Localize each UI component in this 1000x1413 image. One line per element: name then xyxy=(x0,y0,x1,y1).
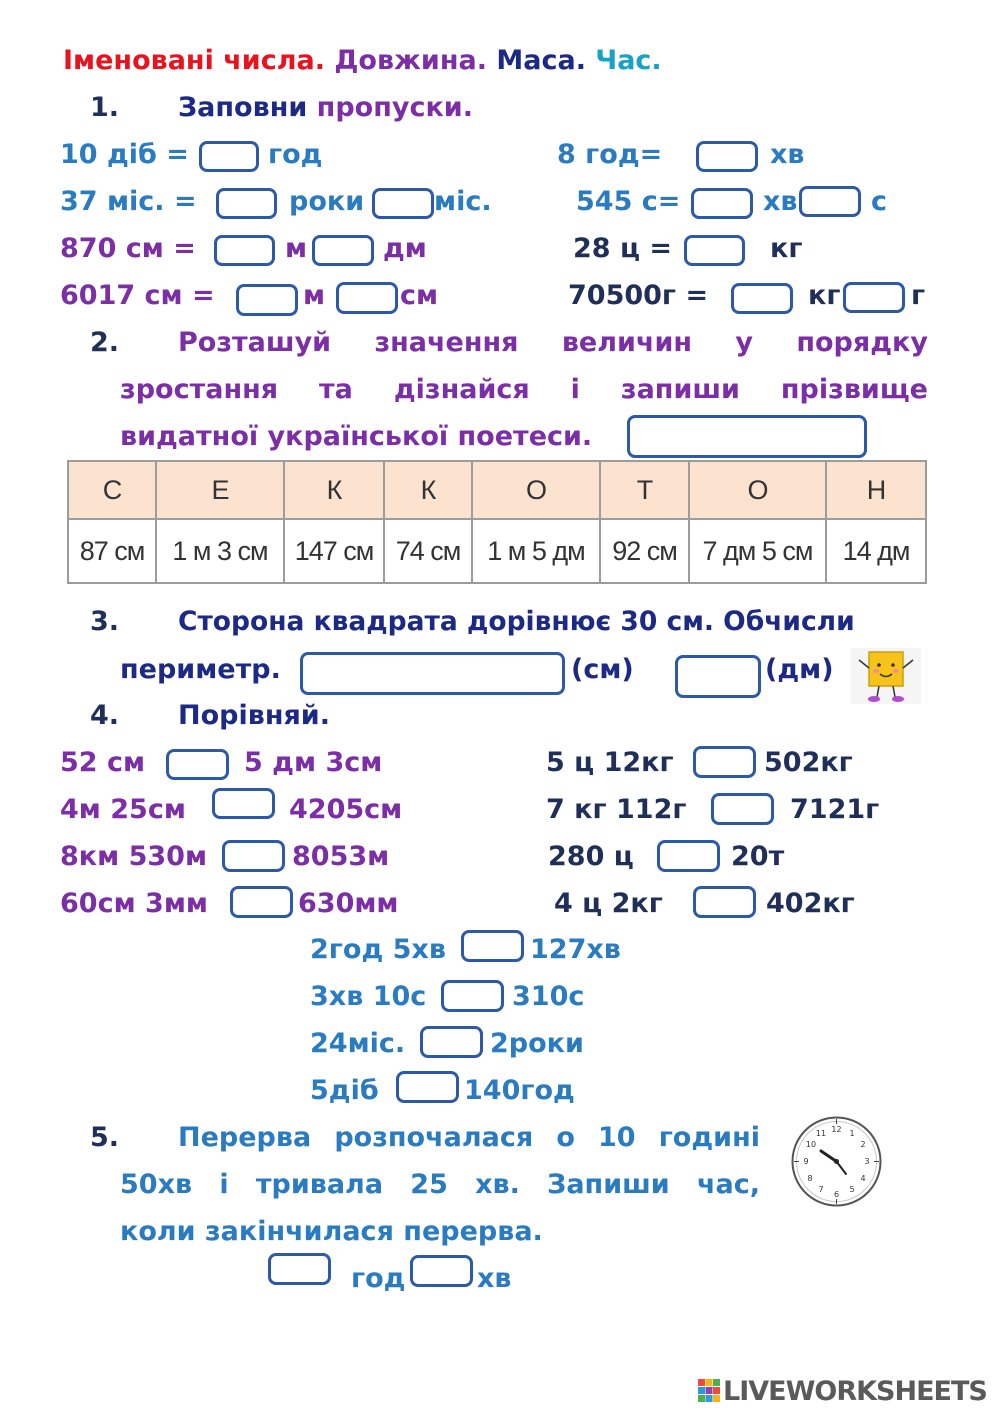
task1-l4-unit2: см xyxy=(400,280,439,311)
table-row-values xyxy=(68,519,926,583)
liveworksheets-brand xyxy=(698,1376,998,1408)
table-cell-value: 7 дм 5 см xyxy=(689,519,826,583)
task4-time-1-a: 3хв 10с xyxy=(310,981,427,1012)
answer-box[interactable] xyxy=(731,283,793,314)
task2-word: значення xyxy=(374,327,519,358)
task4-heading: Порівняй. xyxy=(178,700,330,731)
answer-box-perimeter-cm[interactable] xyxy=(300,652,565,695)
compare-box[interactable] xyxy=(230,886,293,918)
task5-number: 5. xyxy=(90,1122,120,1153)
compare-box[interactable] xyxy=(693,746,756,778)
task1-l3-unit2: дм xyxy=(383,233,427,264)
task4-right-3-a: 4 ц 2кг xyxy=(554,888,663,919)
task4-right-0-b: 502кг xyxy=(764,747,853,778)
task4-left-0-a: 52 см xyxy=(60,747,146,778)
svg-text:2: 2 xyxy=(860,1140,866,1149)
task1-number: 1. xyxy=(90,92,120,123)
task1-r2-label: 545 с= xyxy=(576,186,681,217)
table-cell-letter: О xyxy=(472,461,600,519)
table-cell-letter: Т xyxy=(600,461,689,519)
task4-left-3-b: 630мм xyxy=(298,888,399,919)
svg-text:5: 5 xyxy=(849,1185,855,1194)
task2-word: та xyxy=(319,374,353,405)
table-cell-letter: Е xyxy=(156,461,284,519)
compare-box[interactable] xyxy=(420,1026,483,1058)
compare-box[interactable] xyxy=(461,930,524,962)
task2-word: зростання xyxy=(120,374,279,405)
table-cell-value: 1 м 5 дм xyxy=(472,519,600,583)
task4-left-2-b: 8053м xyxy=(292,841,390,872)
task3-unit-dm: (дм) xyxy=(765,654,834,685)
square-character-picture xyxy=(851,648,921,704)
task1-r4-label: 70500г = xyxy=(568,280,709,311)
task4-left-1-b: 4205см xyxy=(289,794,403,825)
answer-box[interactable] xyxy=(216,188,277,219)
task3-line1: Сторона квадрата дорівнює 30 см. Обчисли xyxy=(178,606,855,637)
task1-r4-unit2: г xyxy=(911,280,926,311)
task5-word: і xyxy=(219,1169,229,1200)
answer-box[interactable] xyxy=(843,282,905,313)
answer-box[interactable] xyxy=(236,284,298,316)
compare-box[interactable] xyxy=(222,840,285,872)
table-cell-letter: К xyxy=(284,461,384,519)
svg-text:10: 10 xyxy=(805,1140,817,1149)
task4-right-3-b: 402кг xyxy=(766,888,855,919)
brand-text: LIVEWORKSHEETS xyxy=(723,1376,987,1407)
task1-r3-unit: кг xyxy=(770,233,803,264)
compare-box[interactable] xyxy=(212,788,275,819)
task5-word: час, xyxy=(696,1169,760,1200)
task1-l1-label: 10 діб = xyxy=(60,139,189,170)
clock-icon xyxy=(786,1111,887,1212)
task5-word: Перерва xyxy=(178,1122,312,1153)
task3-line2: периметр. xyxy=(120,654,281,685)
title-part-named-numbers: Іменовані числа. xyxy=(63,45,325,76)
answer-box[interactable] xyxy=(696,141,758,172)
task3-unit-cm: (см) xyxy=(571,654,634,685)
compare-box[interactable] xyxy=(396,1071,459,1103)
title-part-time: Час. xyxy=(595,45,662,76)
answer-box[interactable] xyxy=(372,188,434,219)
answer-box[interactable] xyxy=(214,235,275,266)
task2-line2 xyxy=(120,373,928,407)
task5-unit-minutes: хв xyxy=(477,1263,512,1294)
task4-time-2-a: 24міс. xyxy=(310,1028,406,1059)
answer-box[interactable] xyxy=(336,282,398,314)
answer-box[interactable] xyxy=(312,235,374,266)
task5-unit-hours: год xyxy=(351,1263,406,1294)
answer-box[interactable] xyxy=(799,186,861,217)
task1-r2-unit1: хв xyxy=(763,186,798,217)
svg-text:11: 11 xyxy=(815,1129,827,1138)
square-character-icon xyxy=(851,648,921,704)
compare-box[interactable] xyxy=(441,980,504,1012)
task4-time-0-a: 2год 5хв xyxy=(310,934,446,965)
answer-box[interactable] xyxy=(691,188,753,219)
title-part-mass: Маса. xyxy=(496,45,586,76)
task2-line3: видатної української поетеси. xyxy=(120,421,593,452)
table-cell-letter: К xyxy=(384,461,472,519)
task5-word: тривала xyxy=(255,1169,384,1200)
task4-left-2-a: 8км 530м xyxy=(60,841,208,872)
svg-text:9: 9 xyxy=(803,1157,809,1166)
table-cell-value: 147 см xyxy=(284,519,384,583)
clock-picture xyxy=(786,1111,887,1212)
task5-line3: коли закінчилася перерва. xyxy=(120,1216,543,1247)
page-title xyxy=(63,44,662,78)
task2-line1 xyxy=(178,326,928,360)
svg-text:3: 3 xyxy=(864,1157,870,1166)
svg-text:12: 12 xyxy=(831,1125,842,1134)
table-cell-value: 74 см xyxy=(384,519,472,583)
table-cell-letter: О xyxy=(689,461,826,519)
task5-word: розпочалася xyxy=(334,1122,534,1153)
task5-line2 xyxy=(120,1168,760,1202)
task5-word: годині xyxy=(658,1122,760,1153)
task1-l4-unit1: м xyxy=(303,280,326,311)
task2-word: величин xyxy=(561,327,693,358)
task4-left-3-a: 60см 3мм xyxy=(60,888,208,919)
task2-word: Розташуй xyxy=(178,327,332,358)
svg-text:1: 1 xyxy=(849,1129,855,1138)
task4-time-3-b: 140год xyxy=(464,1075,575,1106)
task2-word: порядку xyxy=(796,327,928,358)
task1-l3-label: 870 см = xyxy=(60,233,196,264)
answer-box-perimeter-dm[interactable] xyxy=(675,655,761,698)
task4-number: 4. xyxy=(90,700,120,731)
task5-word: Запиши xyxy=(547,1169,670,1200)
table-cell-value: 14 дм xyxy=(826,519,926,583)
task4-right-1-b: 7121г xyxy=(790,794,880,825)
task2-word: запиши xyxy=(620,374,740,405)
task1-r1-label: 8 год= xyxy=(557,139,663,170)
compare-box[interactable] xyxy=(657,840,720,872)
task4-time-2-b: 2роки xyxy=(490,1028,584,1059)
task1-l1-unit: год xyxy=(268,139,323,170)
task1-heading-word2: пропуски. xyxy=(316,92,473,123)
table-row-letters xyxy=(68,461,926,519)
svg-text:6: 6 xyxy=(833,1190,840,1199)
task4-time-0-b: 127хв xyxy=(530,934,621,965)
task4-right-2-b: 20т xyxy=(731,841,785,872)
task5-word: о xyxy=(556,1122,575,1153)
compare-box[interactable] xyxy=(693,886,756,918)
task1-r1-unit: хв xyxy=(770,139,805,170)
task2-number: 2. xyxy=(90,327,120,358)
task1-l3-unit1: м xyxy=(285,233,308,264)
task1-r2-unit2: с xyxy=(871,186,888,217)
task4-left-1-a: 4м 25см xyxy=(60,794,186,825)
answer-box-hours[interactable] xyxy=(268,1253,331,1285)
task1-r4-unit1: кг xyxy=(808,280,841,311)
task2-word: дізнайся xyxy=(393,374,530,405)
task5-word: 10 xyxy=(598,1122,636,1153)
task5-line1 xyxy=(178,1121,760,1155)
svg-text:7: 7 xyxy=(818,1185,824,1194)
task4-left-0-b: 5 дм 3см xyxy=(244,747,383,778)
table-cell-value: 1 м 3 см xyxy=(156,519,284,583)
task1-heading-word1: Заповни xyxy=(178,92,308,123)
task3-number: 3. xyxy=(90,606,120,637)
table-cell-letter: С xyxy=(68,461,156,519)
svg-text:4: 4 xyxy=(860,1174,866,1183)
task1-r3-label: 28 ц = xyxy=(573,233,673,264)
task1-l2-label: 37 міс. = xyxy=(60,186,197,217)
task2-word: прізвище xyxy=(780,374,928,405)
answer-box[interactable] xyxy=(684,235,745,266)
task2-word: у xyxy=(735,327,753,358)
letter-value-table xyxy=(67,460,927,584)
title-part-length: Довжина. xyxy=(334,45,487,76)
answer-box[interactable] xyxy=(199,141,259,172)
task5-word: 25 xyxy=(410,1169,448,1200)
liveworksheets-logo-icon xyxy=(698,1379,720,1403)
task1-l4-label: 6017 см = xyxy=(60,280,215,311)
task4-time-1-b: 310с xyxy=(512,981,585,1012)
task1-l2-unit2: міс. xyxy=(434,186,492,217)
task4-right-2-a: 280 ц xyxy=(548,841,634,872)
table-cell-value: 92 см xyxy=(600,519,689,583)
task4-right-0-a: 5 ц 12кг xyxy=(546,747,674,778)
task2-word: і xyxy=(570,374,580,405)
table-cell-letter: Н xyxy=(826,461,926,519)
answer-box-surname[interactable] xyxy=(627,415,867,458)
task1-heading xyxy=(178,91,473,125)
compare-box[interactable] xyxy=(166,749,229,780)
answer-box-minutes[interactable] xyxy=(410,1255,473,1287)
task4-time-3-a: 5діб xyxy=(310,1075,379,1106)
task4-right-1-a: 7 кг 112г xyxy=(546,794,687,825)
compare-box[interactable] xyxy=(711,793,774,825)
svg-text:8: 8 xyxy=(807,1174,813,1183)
task1-l2-unit1: роки xyxy=(289,186,365,217)
table-cell-value: 87 см xyxy=(68,519,156,583)
task5-word: 50хв xyxy=(120,1169,193,1200)
task5-word: хв. xyxy=(475,1169,520,1200)
